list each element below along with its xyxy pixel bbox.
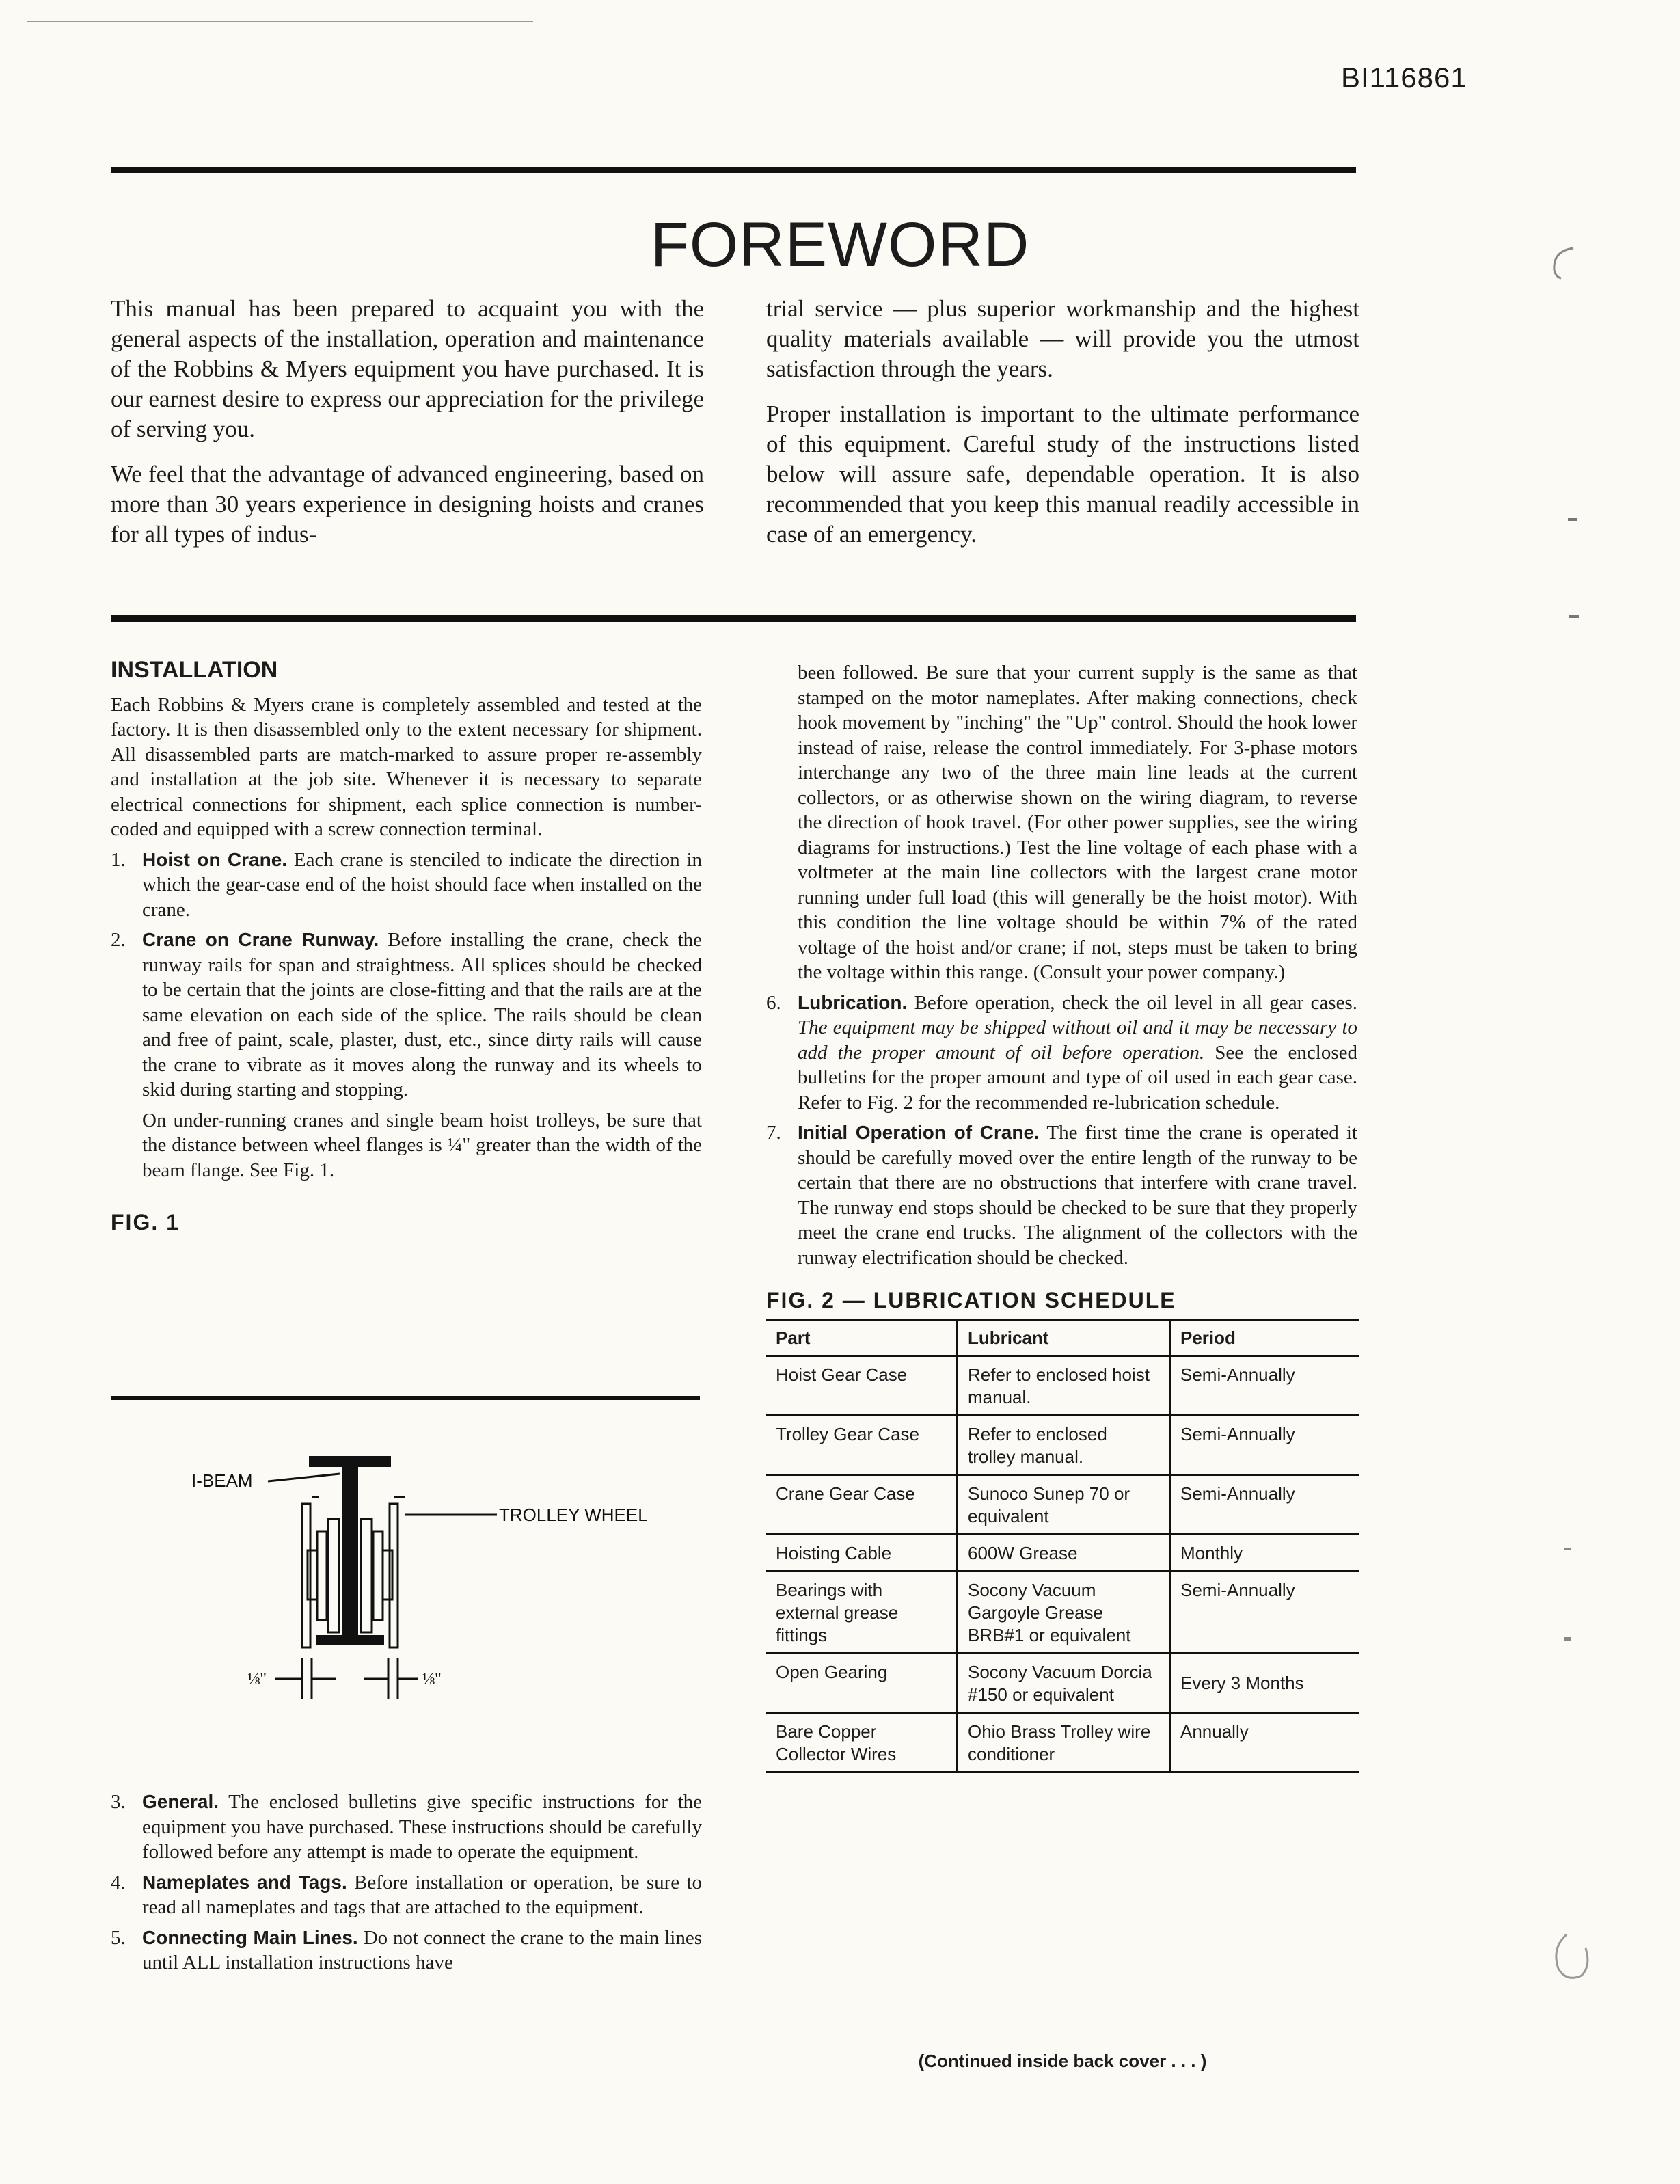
instruction-label: Connecting Main Lines. bbox=[142, 1926, 358, 1948]
table-row bbox=[766, 1534, 1359, 1571]
column-header-part: Part bbox=[766, 1320, 958, 1356]
instruction-item-1: 1. Hoist on Crane. Each crane is stenciled to indicate the direction in which the gear-case end of the hoist should face when installed on the crane. bbox=[111, 848, 703, 921]
lubrication-schedule-table bbox=[766, 1319, 1359, 1773]
instruction-item-6: 6. Lubrication. Before operation, check the oil level in all gear cases. The equipment may be shipped without oil and it may be necessary to add the proper amount of oil before operation. See the enclosed bulletins for the proper amount and type of oil used in each gear case. Refer to Fig. 2 for the recommended re-lubrication schedule. bbox=[766, 991, 1358, 1114]
table-row bbox=[766, 1356, 1359, 1415]
left-trolley-wheel bbox=[302, 1497, 339, 1647]
cell-period: Semi-Annually bbox=[1170, 1474, 1359, 1534]
column-header-lubricant: Lubricant bbox=[958, 1320, 1170, 1356]
instruction-item-2-note: On under-running cranes and single beam hoist trolleys, be sure that the distance between wheel flanges is ¼" greater than the width of the beam flange. See Fig. 1. bbox=[142, 1109, 702, 1181]
left-gap-label: ⅛" bbox=[247, 1671, 267, 1688]
trolley-wheel-label: TROLLEY WHEEL bbox=[499, 1505, 648, 1525]
cell-period: Semi-Annually bbox=[1170, 1356, 1359, 1415]
fig2-label: FIG. 2 — LUBRICATION SCHEDULE bbox=[766, 1288, 1176, 1312]
cell-part: Bearings with external grease fittings bbox=[766, 1571, 958, 1653]
cell-lubricant: Ohio Brass Trolley wire conditioner bbox=[958, 1712, 1170, 1772]
document-id: BI116861 bbox=[1341, 62, 1467, 94]
right-gap-label: ⅛" bbox=[422, 1671, 442, 1688]
table-row bbox=[766, 1653, 1359, 1712]
instruction-item-5: 5. Connecting Main Lines. Do not connect the crane to the main lines until ALL installation instructions have bbox=[111, 1926, 702, 1973]
instruction-label: General. bbox=[142, 1791, 219, 1812]
foreword-paragraph-2-end: trial service — plus superior workmanship and the highest quality materials available — will provide you the utmost satisfaction through the years. bbox=[766, 295, 1359, 382]
instruction-item-4: 4. Nameplates and Tags. Before installation or operation, be sure to read all nameplates and tags that are attached to the equipment. bbox=[111, 1871, 703, 1918]
ibeam-leader bbox=[268, 1474, 340, 1481]
installation-heading: INSTALLATION bbox=[111, 657, 278, 683]
installation-intro: Each Robbins & Myers crane is completely assembled and tested at the factory. It is then disassembled only to the extent necessary for shipment. All disassembled parts are match-marked to assure proper re-assembly and installation at the job site. Whenever it is necessary to separate electrical connections for shipment, each splice connection is number-coded and equipped with a screw connection terminal. bbox=[111, 693, 702, 840]
cell-lubricant: Refer to enclosed hoist manual. bbox=[958, 1356, 1170, 1415]
cell-part: Hoist Gear Case bbox=[766, 1356, 958, 1415]
cell-part: Trolley Gear Case bbox=[766, 1415, 958, 1474]
scan-speck bbox=[1568, 518, 1577, 521]
instruction-label: Hoist on Crane. bbox=[142, 848, 288, 870]
scan-speck bbox=[1564, 1548, 1571, 1550]
instruction-item-3: 3. General. The enclosed bulletins give specific instructions for the equipment you have purchased. These instructions should be carefully followed before any attempt is made to operate the equipment. bbox=[111, 1791, 702, 1863]
table-row bbox=[766, 1415, 1359, 1474]
cell-period: Semi-Annually bbox=[1170, 1415, 1359, 1474]
cell-part: Bare Copper Collector Wires bbox=[766, 1712, 958, 1772]
left-gap-dimension bbox=[275, 1658, 336, 1699]
cell-part: Open Gearing bbox=[766, 1653, 958, 1712]
instruction-label: Initial Operation of Crane. bbox=[798, 1122, 1040, 1143]
table-row bbox=[766, 1571, 1359, 1653]
instruction-item-5-continued: been followed. Be sure that your current supply is the same as that stamped on the motor nameplates. After making connections, check hook movement by "inching" the "Up" control. Should the hook lower instead of raise, release the control immediately. For 3-phase motors interchange any two of the three main line leads at the current collectors, or as otherwise shown on the wiring diagram, to reverse the direction of hook travel. (For other power supplies, see the wiring diagrams for instructions.) Test the line voltage of each phase with a voltmeter at the main line collectors with the largest crane motor running under full load (this will generally be the hoist motor). With this condition the line voltage should be within 7% of the rated voltage of the hoist and/or crane; if not, steps must be taken to bring the voltage within this range. (Consult your power company.) bbox=[798, 662, 1357, 983]
continued-note: (Continued inside back cover . . . ) bbox=[918, 2051, 1207, 2071]
foreword-paragraph-1: This manual has been prepared to acquaint you with the general aspects of the installation, operation and maintenance of the Robbins & Myers equipment you have purchased. It is our earnest desire to express our appreciation for the privilege of serving you. bbox=[111, 295, 704, 442]
cell-part: Crane Gear Case bbox=[766, 1474, 958, 1534]
right-gap-dimension bbox=[364, 1658, 418, 1699]
instruction-item-2: 2. Crane on Crane Runway. Before installing the crane, check the runway rails for span and straightness. All splices should be checked to be certain that the joints are close-fitting and that the rails are at the same elevation on each side of the splice. The rails should be clean and free of paint, scale, plaster, dust, etc., since dirty rails will cause the crane to vibrate as it moves along the runway and its wheels to skid during starting and stopping. bbox=[111, 929, 703, 1101]
table-row bbox=[766, 1712, 1359, 1772]
cell-part: Hoisting Cable bbox=[766, 1534, 958, 1571]
ibeam-bottom-flange bbox=[316, 1635, 384, 1645]
instruction-label: Nameplates and Tags. bbox=[142, 1871, 347, 1893]
scan-artifact-line bbox=[27, 21, 533, 22]
cell-period: Every 3 Months bbox=[1170, 1653, 1359, 1712]
foreword-left bbox=[111, 294, 704, 550]
right-column bbox=[766, 660, 1357, 1773]
cell-lubricant: Refer to enclosed trolley manual. bbox=[958, 1415, 1170, 1474]
left-column bbox=[111, 658, 702, 1235]
cell-period: Annually bbox=[1170, 1712, 1359, 1772]
instruction-item-7: 7. Initial Operation of Crane. The first time the crane is operated it should be carefully moved over the entire length of the runway to be certain that there are no obstructions that interfere with crane travel. The runway end stops should be checked to be sure that they properly meet the crane end trucks. The alignment of the collectors with the runway electrification should be checked. bbox=[766, 1122, 1357, 1269]
scan-speck bbox=[1569, 615, 1579, 618]
instruction-label: Lubrication. bbox=[798, 991, 908, 1013]
scan-speck bbox=[1546, 1928, 1601, 1989]
column-header-period: Period bbox=[1170, 1320, 1359, 1356]
ibeam-label: I-BEAM bbox=[191, 1470, 253, 1491]
foreword-right bbox=[766, 294, 1359, 565]
right-trolley-wheel bbox=[361, 1497, 405, 1647]
foreword-paragraph-3: Proper installation is important to the ultimate performance of this equipment. Careful study of the instructions listed below will assure safe, dependable operation. It is also recommended that you keep this manual readily accessible in case of an emergency. bbox=[766, 401, 1359, 548]
scan-speck bbox=[1546, 243, 1601, 297]
fig1-label: FIG. 1 bbox=[111, 1210, 180, 1235]
foreword-paragraph-2-start: We feel that the advantage of advanced engineering, based on more than 30 years experience in designing hoists and cranes for all types of indus- bbox=[111, 461, 704, 548]
cell-lubricant: Socony Vacuum Dorcia #150 or equivalent bbox=[958, 1653, 1170, 1712]
section-rule bbox=[111, 615, 1356, 622]
top-rule bbox=[111, 167, 1356, 173]
page-title: FOREWORD bbox=[650, 210, 1030, 280]
ibeam-trolley-diagram bbox=[111, 1388, 700, 1743]
table-header-row bbox=[766, 1320, 1359, 1356]
lubrication-warning: The equipment may be shipped without oil and it may be necessary to add the proper amount of oil before operation. bbox=[798, 1016, 1357, 1064]
cell-period: Semi-Annually bbox=[1170, 1571, 1359, 1653]
cell-lubricant: 600W Grease bbox=[958, 1534, 1170, 1571]
cell-lubricant: Socony Vacuum Gargoyle Grease BRB#1 or equivalent bbox=[958, 1571, 1170, 1653]
fig1-diagram bbox=[111, 1388, 700, 1743]
instruction-label: Crane on Crane Runway. bbox=[142, 929, 379, 950]
cell-period: Monthly bbox=[1170, 1534, 1359, 1571]
left-column-lower bbox=[111, 1790, 702, 1981]
cell-lubricant: Sunoco Sunep 70 or equivalent bbox=[958, 1474, 1170, 1534]
ibeam-web bbox=[342, 1463, 358, 1641]
table-row bbox=[766, 1474, 1359, 1534]
scan-speck bbox=[1564, 1637, 1571, 1641]
